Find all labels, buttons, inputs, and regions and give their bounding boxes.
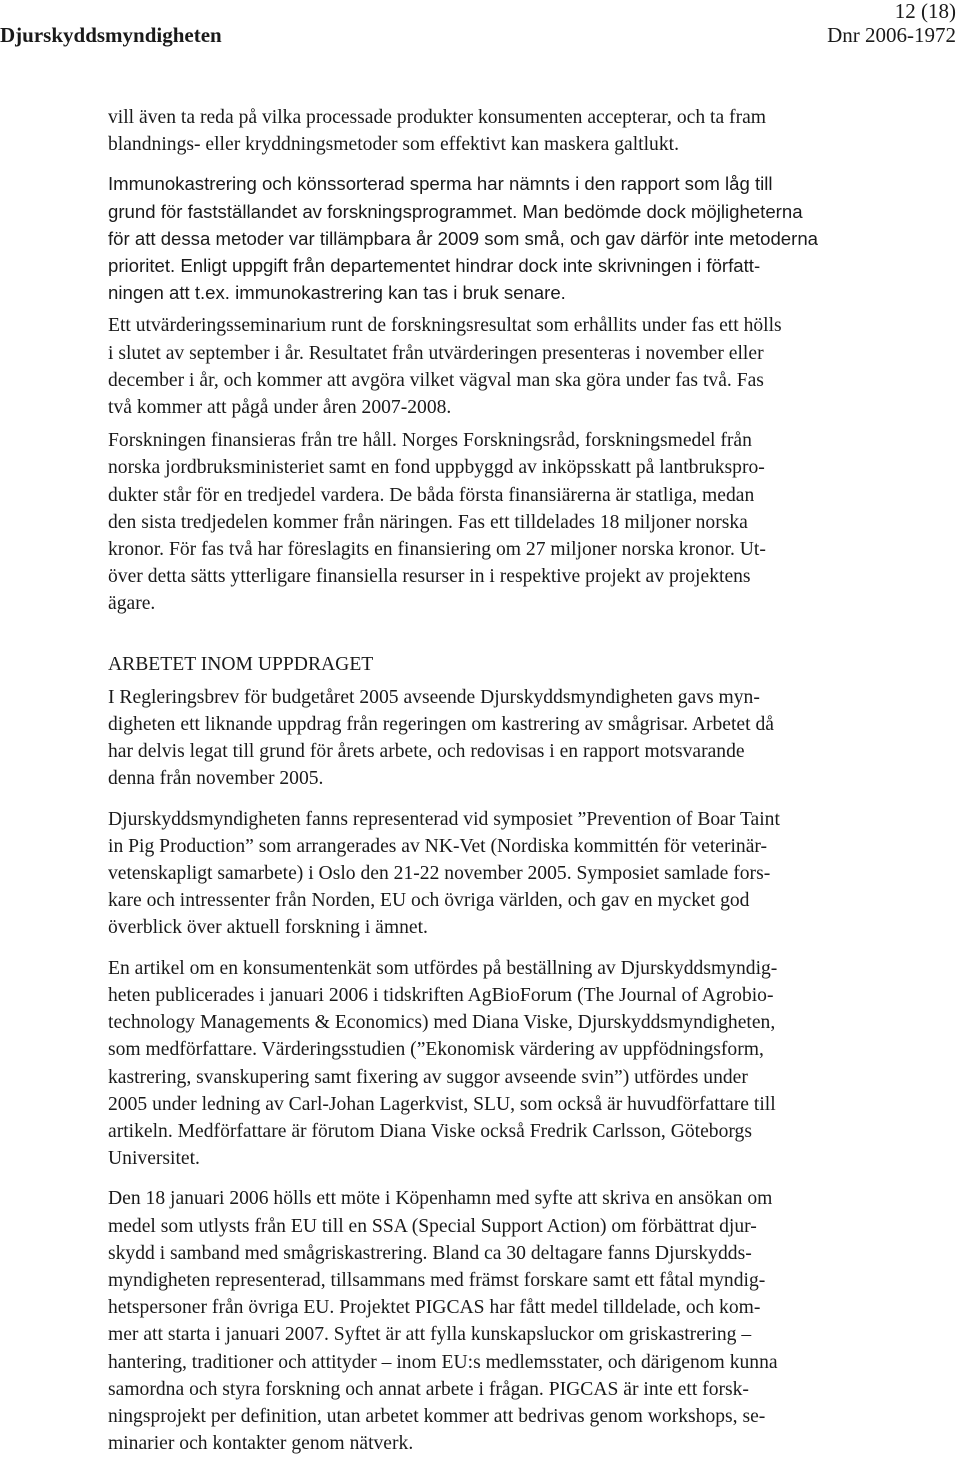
text-line: december i år, och kommer att avgöra vilket vägval man ska göra under fas två. Fas [108, 369, 764, 391]
text-line: in Pig Production” som arrangerades av NK-Vet (Nordiska kommittén för veterinär- [108, 835, 768, 857]
text-line: prioritet. Enligt uppgift från departementet hindrar dock inte skrivningen i författ- [108, 255, 761, 277]
text-line: den sista tredjedelen kommer från näringen. Fas ett tilldelades 18 miljoner norska [108, 511, 748, 533]
text-line: kare och intressenter från Norden, EU och övriga världen, och gav en mycket god [108, 890, 750, 912]
text-line: för att dessa metoder var tillämpbara år 2009 som små, och gav därför inte metoderna [108, 227, 819, 249]
paragraph [108, 427, 923, 617]
text-line: kronor. För fas två har föreslagits en finansiering om 27 miljoner norska kronor. Ut- [108, 539, 766, 561]
text-line: Den 18 januari 2006 hölls ett möte i Köpenhamn med syfte att skriva en ansökan om [108, 1188, 773, 1210]
page-header [0, 22, 956, 48]
paragraph [108, 312, 923, 421]
text-line: har delvis legat till grund för årets arbete, och redovisas i en rapport motsvarande [108, 741, 745, 763]
text-line: samordna och styra forskning och annat arbete i frågan. PIGCAS är inte ett forsk- [108, 1378, 749, 1400]
paragraph [108, 684, 923, 793]
text-line: som medförfattare. Värderingsstudien (”Ekonomisk värdering av uppfödningsform, [108, 1039, 764, 1061]
paragraph [108, 1185, 923, 1457]
text-line: över detta sätts ytterligare finansiella resurser in i respektive projekt av projektens [108, 566, 751, 588]
text-line: överblick över aktuell forskning i ämnet. [108, 917, 428, 939]
text-line: skydd i samband med smågriskastrering. Bland ca 30 deltagare fanns Djurskydds- [108, 1242, 752, 1264]
text-line: dukter står för en tredjedel vardera. De båda första finansiärerna är statliga, medan [108, 484, 755, 506]
text-line: En artikel om en konsumentenkät som utfördes på beställning av Djurskyddsmyndig- [108, 957, 778, 979]
text-line: myndigheten representerad, tillsammans med främst forskare samt ett fåtal myndig- [108, 1269, 766, 1291]
text-line: Universitet. [108, 1148, 200, 1170]
page-number: 12 (18) [894, 0, 956, 23]
text-line: ägare. [108, 593, 156, 615]
text-line: Djurskyddsmyndigheten fanns representerad vid symposiet ”Prevention of Boar Taint [108, 808, 780, 830]
text-line: blandnings- eller kryddningsmetoder som effektivt kan maskera galtlukt. [108, 134, 679, 156]
text-line: 2005 under ledning av Carl-Johan Lagerkvist, SLU, som också är huvudförfattare till [108, 1093, 776, 1115]
text-line: Forskningen finansieras från tre håll. Norges Forskningsråd, forskningsmedel från [108, 430, 752, 452]
paragraph [108, 806, 923, 942]
text-line: i slutet av september i år. Resultatet från utvärderingen presenteras i november eller [108, 342, 764, 364]
text-line: heten publicerades i januari 2006 i tidskriften AgBioForum (The Journal of Agrobio- [108, 984, 774, 1006]
text-line: grund för fastställandet av forskningsprogrammet. Man bedömde dock möjligheterna [108, 200, 803, 222]
text-line: hetspersoner från övriga EU. Projektet PIGCAS har fått medel tilldelade, och kom- [108, 1297, 761, 1319]
document-body [108, 104, 923, 1457]
section-heading: ARBETET INOM UPPDRAGET [108, 653, 374, 675]
text-line: Immunokastrering och könssorterad sperma har nämnts i den rapport som låg till [108, 173, 773, 195]
text-line: minarier och kontakter genom nätverk. [108, 1433, 414, 1455]
text-line: artikeln. Medförfattare är förutom Diana Viske också Fredrik Carlsson, Göteborgs [108, 1120, 752, 1142]
paragraph [108, 104, 923, 158]
text-line: kastrering, svanskupering samt fixering av suggor avseende svin”) utfördes under [108, 1066, 748, 1088]
text-line: hantering, traditioner och attityder – inom EU:s medlemsstater, och därigenom kunna [108, 1351, 778, 1373]
text-line: vetenskapligt samarbete) i Oslo den 21-22 november 2005. Symposiet samlade fors- [108, 863, 771, 885]
text-line: ningen att t.ex. immunokastrering kan tas i bruk senare. [108, 282, 566, 304]
organization-name: Djurskyddsmyndigheten [0, 23, 222, 47]
text-line: denna från november 2005. [108, 768, 324, 790]
text-line: två kommer att pågå under åren 2007-2008. [108, 397, 452, 419]
text-line: norska jordbruksministeriet samt en fond uppbyggd av inköpsskatt på lantbrukspro- [108, 457, 765, 479]
text-line: digheten ett liknande uppdrag från regeringen om kastrering av smågrisar. Arbetet då [108, 714, 774, 736]
text-line: ningsprojekt per definition, utan arbetet kommer att bedrivas genom workshops, se- [108, 1405, 766, 1427]
text-line: vill även ta reda på vilka processade produkter konsumenten accepterar, och ta fram [108, 107, 767, 128]
text-line: mer att starta i januari 2007. Syftet är att fylla kunskapsluckor om griskastrering – [108, 1324, 752, 1346]
text-line: Ett utvärderingsseminarium runt de forskningsresultat som erhållits under fas ett hölls [108, 315, 782, 337]
text-line: medel som utlysts från EU till en SSA (Special Support Action) om förbättrat djur- [108, 1215, 757, 1237]
document-reference: Dnr 2006-1972 [827, 23, 956, 47]
paragraph [108, 170, 923, 306]
text-line: technology Managements & Economics) med Diana Viske, Djurskyddsmyndigheten, [108, 1012, 776, 1034]
paragraph [108, 955, 923, 1173]
text-line: I Regleringsbrev för budgetåret 2005 avseende Djurskyddsmyndigheten gavs myn- [108, 686, 760, 708]
